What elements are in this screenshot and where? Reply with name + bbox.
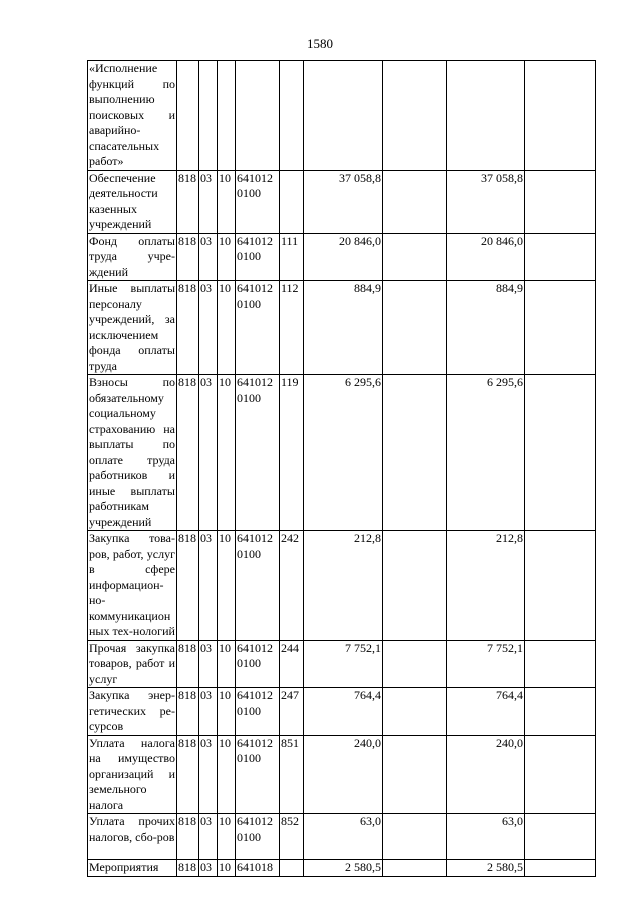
amount-col-1: 20 846,0 [304, 233, 383, 281]
amount-col-4 [525, 281, 596, 375]
ministry-code: 818 [177, 860, 199, 877]
table-row [88, 735, 596, 814]
amount-col-1: 7 752,1 [304, 640, 383, 688]
target-article-code: 6410120100 [236, 814, 280, 860]
subsection-code: 10 [218, 860, 236, 877]
section-code: 03 [199, 531, 218, 641]
expense-type-code [280, 170, 304, 233]
amount-col-3: 37 058,8 [447, 170, 525, 233]
amount-col-4 [525, 735, 596, 814]
row-name: Уплата налога на имущество организаций и земельного налога [89, 735, 175, 812]
ministry-code: 818 [177, 735, 199, 814]
amount-col-4 [525, 61, 596, 171]
amount-col-1: 240,0 [304, 735, 383, 814]
amount-col-3: 240,0 [447, 735, 525, 814]
amount-col-1: 764,4 [304, 688, 383, 736]
ministry-code: 818 [177, 531, 199, 641]
subsection-code: 10 [218, 375, 236, 531]
amount-col-2 [383, 735, 447, 814]
amount-col-4 [525, 860, 596, 877]
row-name: Обеспечение деятельности казенных учреждений [88, 170, 177, 233]
amount-col-1: 37 058,8 [304, 170, 383, 233]
section-code [199, 61, 218, 171]
ministry-code: 818 [177, 281, 199, 375]
table-row [88, 860, 596, 877]
amount-col-4 [525, 170, 596, 233]
table-row [88, 170, 596, 233]
target-article-code: 6410120100 [236, 375, 280, 531]
expense-type-code [280, 860, 304, 877]
amount-col-1: 2 580,5 [304, 860, 383, 877]
amount-col-1: 212,8 [304, 531, 383, 641]
amount-col-3: 6 295,6 [447, 375, 525, 531]
section-code: 03 [199, 688, 218, 736]
ministry-code: 818 [177, 640, 199, 688]
amount-col-2 [383, 61, 447, 171]
amount-col-2 [383, 640, 447, 688]
amount-col-1: 884,9 [304, 281, 383, 375]
target-article-code: 6410120100 [236, 233, 280, 281]
section-code: 03 [199, 233, 218, 281]
subsection-code: 10 [218, 640, 236, 688]
budget-table [87, 60, 596, 877]
row-name: Закупка энер-гетических ре-сурсов [89, 688, 175, 733]
amount-col-1: 63,0 [304, 814, 383, 860]
section-code: 03 [199, 170, 218, 233]
amount-col-3: 884,9 [447, 281, 525, 375]
amount-col-4 [525, 814, 596, 860]
amount-col-2 [383, 375, 447, 531]
amount-col-4 [525, 233, 596, 281]
section-code: 03 [199, 735, 218, 814]
row-name: Взносы по обязательному социальному страхованию на выплаты по оплате труда работников и иные выплаты работникам учреждений [89, 375, 175, 529]
amount-col-4 [525, 375, 596, 531]
ministry-code: 818 [177, 375, 199, 531]
amount-col-1 [304, 61, 383, 171]
amount-col-4 [525, 531, 596, 641]
subsection-code: 10 [218, 735, 236, 814]
amount-col-2 [383, 688, 447, 736]
subsection-code: 10 [218, 233, 236, 281]
table-body [88, 61, 596, 877]
table-row [88, 233, 596, 281]
subsection-code [218, 61, 236, 171]
target-article-code: 6410120100 [236, 735, 280, 814]
amount-col-3 [447, 61, 525, 171]
ministry-code: 818 [177, 814, 199, 860]
expense-type-code: 242 [280, 531, 304, 641]
subsection-code: 10 [218, 814, 236, 860]
amount-col-2 [383, 814, 447, 860]
page-number: 1580 [307, 36, 333, 51]
section-code: 03 [199, 860, 218, 877]
section-code: 03 [199, 375, 218, 531]
table-row [88, 640, 596, 688]
amount-col-4 [525, 640, 596, 688]
section-code: 03 [199, 281, 218, 375]
subsection-code: 10 [218, 281, 236, 375]
amount-col-3: 20 846,0 [447, 233, 525, 281]
amount-col-4 [525, 688, 596, 736]
row-name: «Исполнение функций по выполнению поисковых и аварийно-спасательных работ» [89, 61, 175, 168]
ministry-code: 818 [177, 688, 199, 736]
section-code: 03 [199, 640, 218, 688]
ministry-code: 818 [177, 170, 199, 233]
amount-col-2 [383, 531, 447, 641]
expense-type-code: 244 [280, 640, 304, 688]
table-row [88, 61, 596, 171]
target-article-code: 6410120100 [236, 281, 280, 375]
target-article-code: 6410120100 [236, 640, 280, 688]
table-row [88, 814, 596, 860]
amount-col-2 [383, 170, 447, 233]
target-article-code [236, 61, 280, 171]
table-row [88, 281, 596, 375]
subsection-code: 10 [218, 688, 236, 736]
amount-col-2 [383, 233, 447, 281]
table-row [88, 688, 596, 736]
ministry-code [177, 61, 199, 171]
row-name: Фонд оплаты труда учре-ждений [89, 233, 175, 279]
amount-col-2 [383, 281, 447, 375]
target-article-code: 6410120100 [236, 688, 280, 736]
expense-type-code: 852 [280, 814, 304, 860]
expense-type-code [280, 61, 304, 171]
ministry-code: 818 [177, 233, 199, 281]
row-name: Мероприятия [88, 860, 177, 877]
target-article-code: 6410120100 [236, 531, 280, 641]
row-name: Прочая закупка товаров, работ и услуг [89, 640, 175, 686]
row-name: Закупка това-ров, работ, услуг в сфере информацион-но-коммуникационных тех-нологий [89, 531, 175, 638]
section-code: 03 [199, 814, 218, 860]
expense-type-code: 112 [280, 281, 304, 375]
expense-type-code: 851 [280, 735, 304, 814]
table-row [88, 531, 596, 641]
row-name: Иные выплаты персоналу учреждений, за исключением фонда оплаты труда [89, 281, 175, 373]
subsection-code: 10 [218, 170, 236, 233]
target-article-code: 6410120100 [236, 170, 280, 233]
amount-col-3: 7 752,1 [447, 640, 525, 688]
row-name: Уплата прочих налогов, сбо-ров [88, 814, 177, 860]
amount-col-3: 2 580,5 [447, 860, 525, 877]
amount-col-3: 212,8 [447, 531, 525, 641]
amount-col-1: 6 295,6 [304, 375, 383, 531]
expense-type-code: 247 [280, 688, 304, 736]
amount-col-3: 764,4 [447, 688, 525, 736]
amount-col-2 [383, 860, 447, 877]
amount-col-3: 63,0 [447, 814, 525, 860]
table-row [88, 375, 596, 531]
subsection-code: 10 [218, 531, 236, 641]
target-article-code: 641018 [236, 860, 280, 877]
expense-type-code: 119 [280, 375, 304, 531]
expense-type-code: 111 [280, 233, 304, 281]
